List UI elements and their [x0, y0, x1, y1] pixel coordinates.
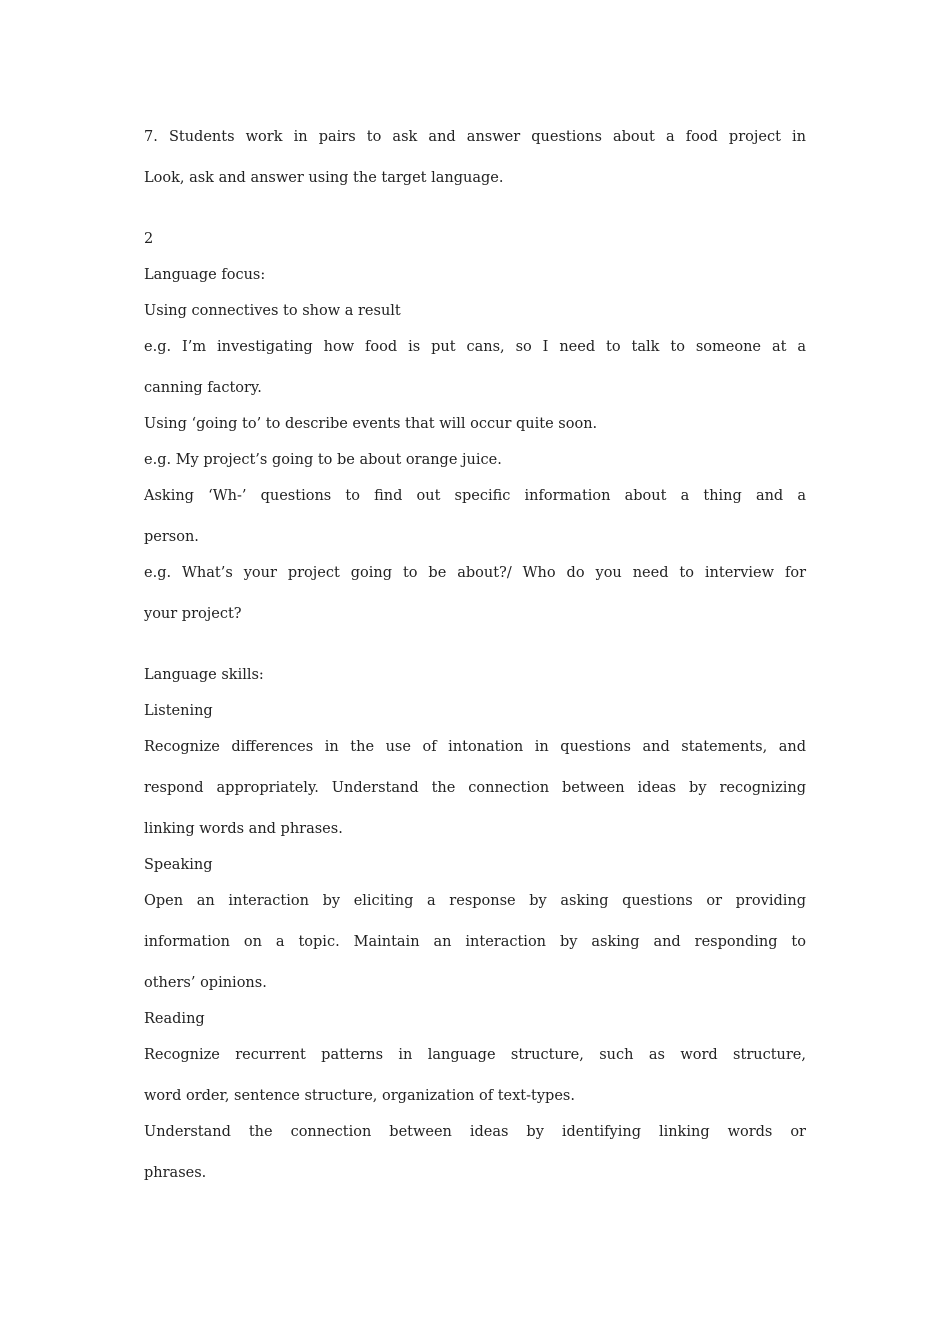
- listening-line1: Recognize differences in the use of intonation in questions and statements, and: [144, 739, 806, 755]
- listening-heading: Listening: [144, 703, 213, 719]
- reading-line4: phrases.: [144, 1165, 207, 1181]
- speaking-heading: Speaking: [144, 857, 213, 873]
- focus-point3-line1: Asking ‘Wh-’ questions to find out specific information about a thing and a: [144, 488, 806, 504]
- focus-point3-example-line2: your project?: [144, 606, 242, 622]
- focus-point1-example-line2: canning factory.: [144, 380, 262, 396]
- reading-heading: Reading: [144, 1011, 205, 1027]
- item7-line1: 7. Students work in pairs to ask and answer questions about a food project in: [144, 129, 806, 145]
- focus-point1-example-line1: e.g. I’m investigating how food is put cans, so I need to talk to someone at a: [144, 339, 806, 355]
- reading-line2: word order, sentence structure, organization of text-types.: [144, 1088, 575, 1104]
- item7-line2: Look, ask and answer using the target language.: [144, 170, 504, 186]
- focus-point3-line2: person.: [144, 529, 199, 545]
- listening-line3: linking words and phrases.: [144, 821, 343, 837]
- focus-point1: Using connectives to show a result: [144, 303, 401, 319]
- speaking-line3: others’ opinions.: [144, 975, 267, 991]
- focus-point2-example: e.g. My project’s going to be about orange juice.: [144, 452, 502, 468]
- speaking-line2: information on a topic. Maintain an interaction by asking and responding to: [144, 934, 806, 950]
- language-skills-heading: Language skills:: [144, 667, 264, 683]
- focus-point2: Using ‘going to’ to describe events that will occur quite soon.: [144, 416, 598, 432]
- section-number: 2: [144, 231, 154, 247]
- reading-line3: Understand the connection between ideas by identifying linking words or: [144, 1124, 806, 1140]
- focus-point3-example-line1: e.g. What’s your project going to be about?/ Who do you need to interview for: [144, 565, 806, 581]
- listening-line2: respond appropriately. Understand the connection between ideas by recognizing: [144, 780, 806, 796]
- speaking-line1: Open an interaction by eliciting a response by asking questions or providing: [144, 893, 806, 909]
- language-focus-heading: Language focus:: [144, 267, 266, 283]
- reading-line1: Recognize recurrent patterns in language structure, such as word structure,: [144, 1047, 806, 1063]
